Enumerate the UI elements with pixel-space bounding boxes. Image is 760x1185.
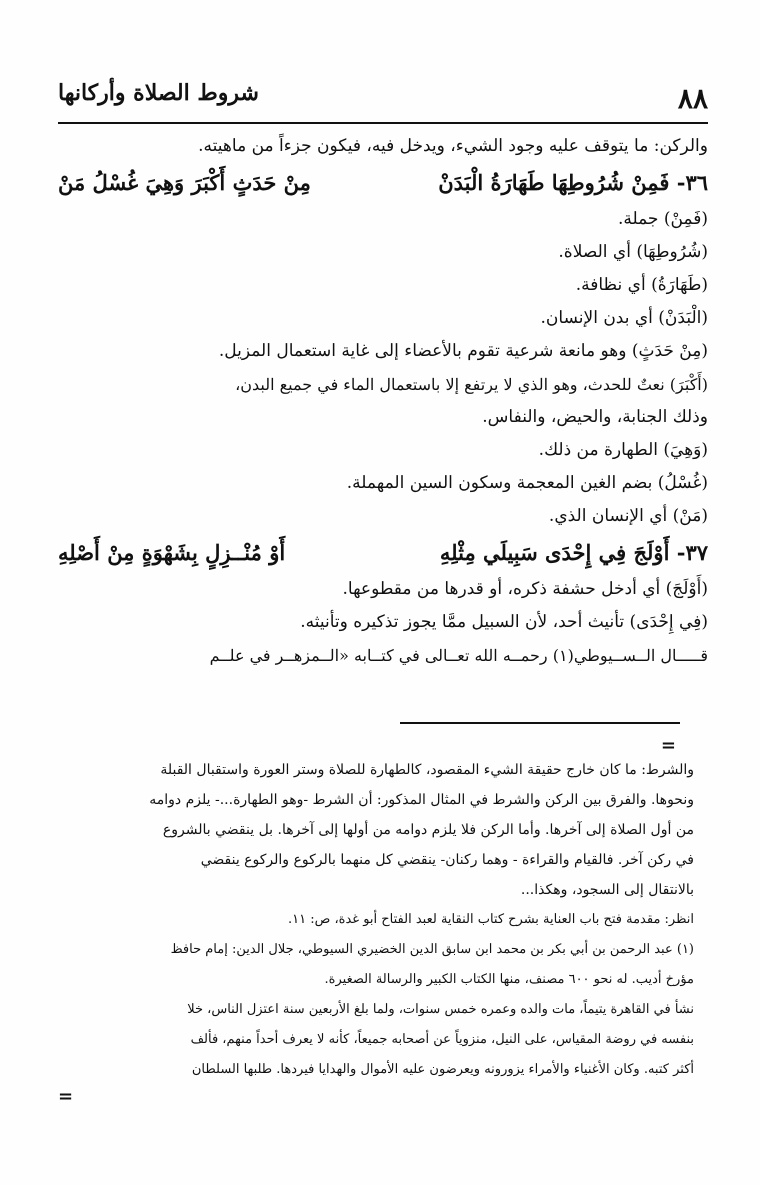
text-line: (فِي إِحْدَى) تأنيث أحد، لأن السبيل ممَّا يجوز تذكيره وتأنيثه. (300, 612, 708, 632)
verse-36-second-hemistich: مِنْ حَدَثٍ أَكْبَرَ وَهِيَ غُسْلُ مَنْ (58, 170, 311, 195)
text-line: (الْبَدَنْ) أي بدن الإنسان. (540, 308, 708, 328)
text-line: (غُسْلُ) بضم الغين المعجمة وسكون السين المهملة. (346, 473, 708, 493)
page-number: ٨٨ (677, 82, 708, 115)
footnote-line: والشرط: ما كان خارج حقيقة الشيء المقصود، كالطهارة للصلاة وستر العورة واستقبال القبلة (160, 762, 694, 778)
footnote-1: (١) عبد الرحمن بن أبي بكر بن محمد ابن سابق الدين الخضيري السيوطي، جلال الدين: إمام حافظ (170, 942, 694, 957)
footnote-end-mark: = (58, 1086, 74, 1107)
text-line: قـــــال الــســيوطي(١) رحمــه الله تعــالى في كتــابه «الــمزهــر في علــم (209, 646, 708, 665)
main-text (58, 130, 708, 672)
footnote-line: نشأ في القاهرة يتيماً، مات والده وعمره خمس سنوات، ولما بلغ الأربعين سنة اعتزل الناس، خلا (187, 1002, 694, 1017)
text-line: (مَنْ) أي الإنسان الذي. (548, 506, 708, 526)
footnote-line: بالانتقال إلى السجود، وهكذا... (520, 882, 694, 898)
verse-36-first-hemistich: ٣٦- فَمِنْ شُرُوطِهَا طَهَارَةُ الْبَدَنْ (438, 170, 708, 195)
verse-37-second-hemistich: أَوْ مُنْــزِلٍ بِشَهْوَةٍ مِنْ أَصْلِهِ (58, 540, 286, 565)
text-line: (أَكْبَرَ) نعتٌ للحدث، وهو الذي لا يرتفع إلا باستعمال الماء في جميع البدن، (235, 375, 708, 394)
text-line: (طَهَارَةُ) أي نظافة. (575, 275, 708, 295)
page-header (58, 72, 708, 124)
footnote-line: من أول الصلاة إلى آخرها. وأما الركن فلا يلزم دوامه من أولها إلى آخرها. بل ينقضي بالشروع (162, 822, 694, 838)
text-line: (فَمِنْ) جملة. (617, 209, 708, 229)
text-line: (وَهِيَ) الطهارة من ذلك. (538, 440, 708, 460)
footnote-line: بنفسه في روضة المقياس، على النيل، منزوياً عن أصحابه جميعاً، كأنه لا يعرف أحداً منهم، فألف (190, 1032, 694, 1047)
verse-37 (58, 533, 708, 573)
text-line: (أَوْلَجَ) أي أدخل حشفة ذكره، أو قدرها من مقطوعها. (342, 579, 708, 599)
footnote-source: انظر: مقدمة فتح باب العناية بشرح كتاب النقاية لعبد الفتاح أبو غدة، ص: ١١. (287, 912, 694, 927)
verse-36 (58, 163, 708, 203)
text-line: (شُرُوطِهَا) أي الصلاة. (558, 242, 708, 262)
verse-37-first-hemistich: ٣٧- أَوْلَجَ فِي إِحْدَى سَبِيلَي مِثْلِهِ (439, 540, 708, 565)
footnotes (58, 755, 694, 1085)
footnote-line: ونحوها. والفرق بين الركن والشرط في المثال المذكور: أن الشرط -وهو الطهارة...- يلزم دوامه (149, 792, 694, 808)
text-line: (مِنْ حَدَثٍ) وهو مانعة شرعية تقوم بالأعضاء إلى غاية استعمال المزيل. (218, 341, 708, 361)
footnote-line: أكثر كتبه. وكان الأغنياء والأمراء يزورونه ويعرضون عليه الأموال والهدايا فيردها. طلبها السلطان (191, 1062, 694, 1077)
text-line: وذلك الجنابة، والحيض، والنفاس. (482, 407, 708, 427)
footnote-line: مؤرخ أديب. له نحو ٦٠٠ مصنف، منها الكتاب الكبير والرسالة الصغيرة. (324, 972, 694, 987)
footnote-line: في ركن آخر. فالقيام والقراءة - وهما ركنان- ينقضي كل منهما بالركوع والركوع ينقضي (200, 852, 694, 868)
text-line: والركن: ما يتوقف عليه وجود الشيء، ويدخل فيه، فيكون جزءاً من ماهيته. (198, 136, 708, 156)
running-title: شروط الصلاة وأركانها (58, 80, 259, 106)
footnote-continuation-mark: = (660, 735, 676, 756)
footnote-separator (400, 722, 680, 724)
